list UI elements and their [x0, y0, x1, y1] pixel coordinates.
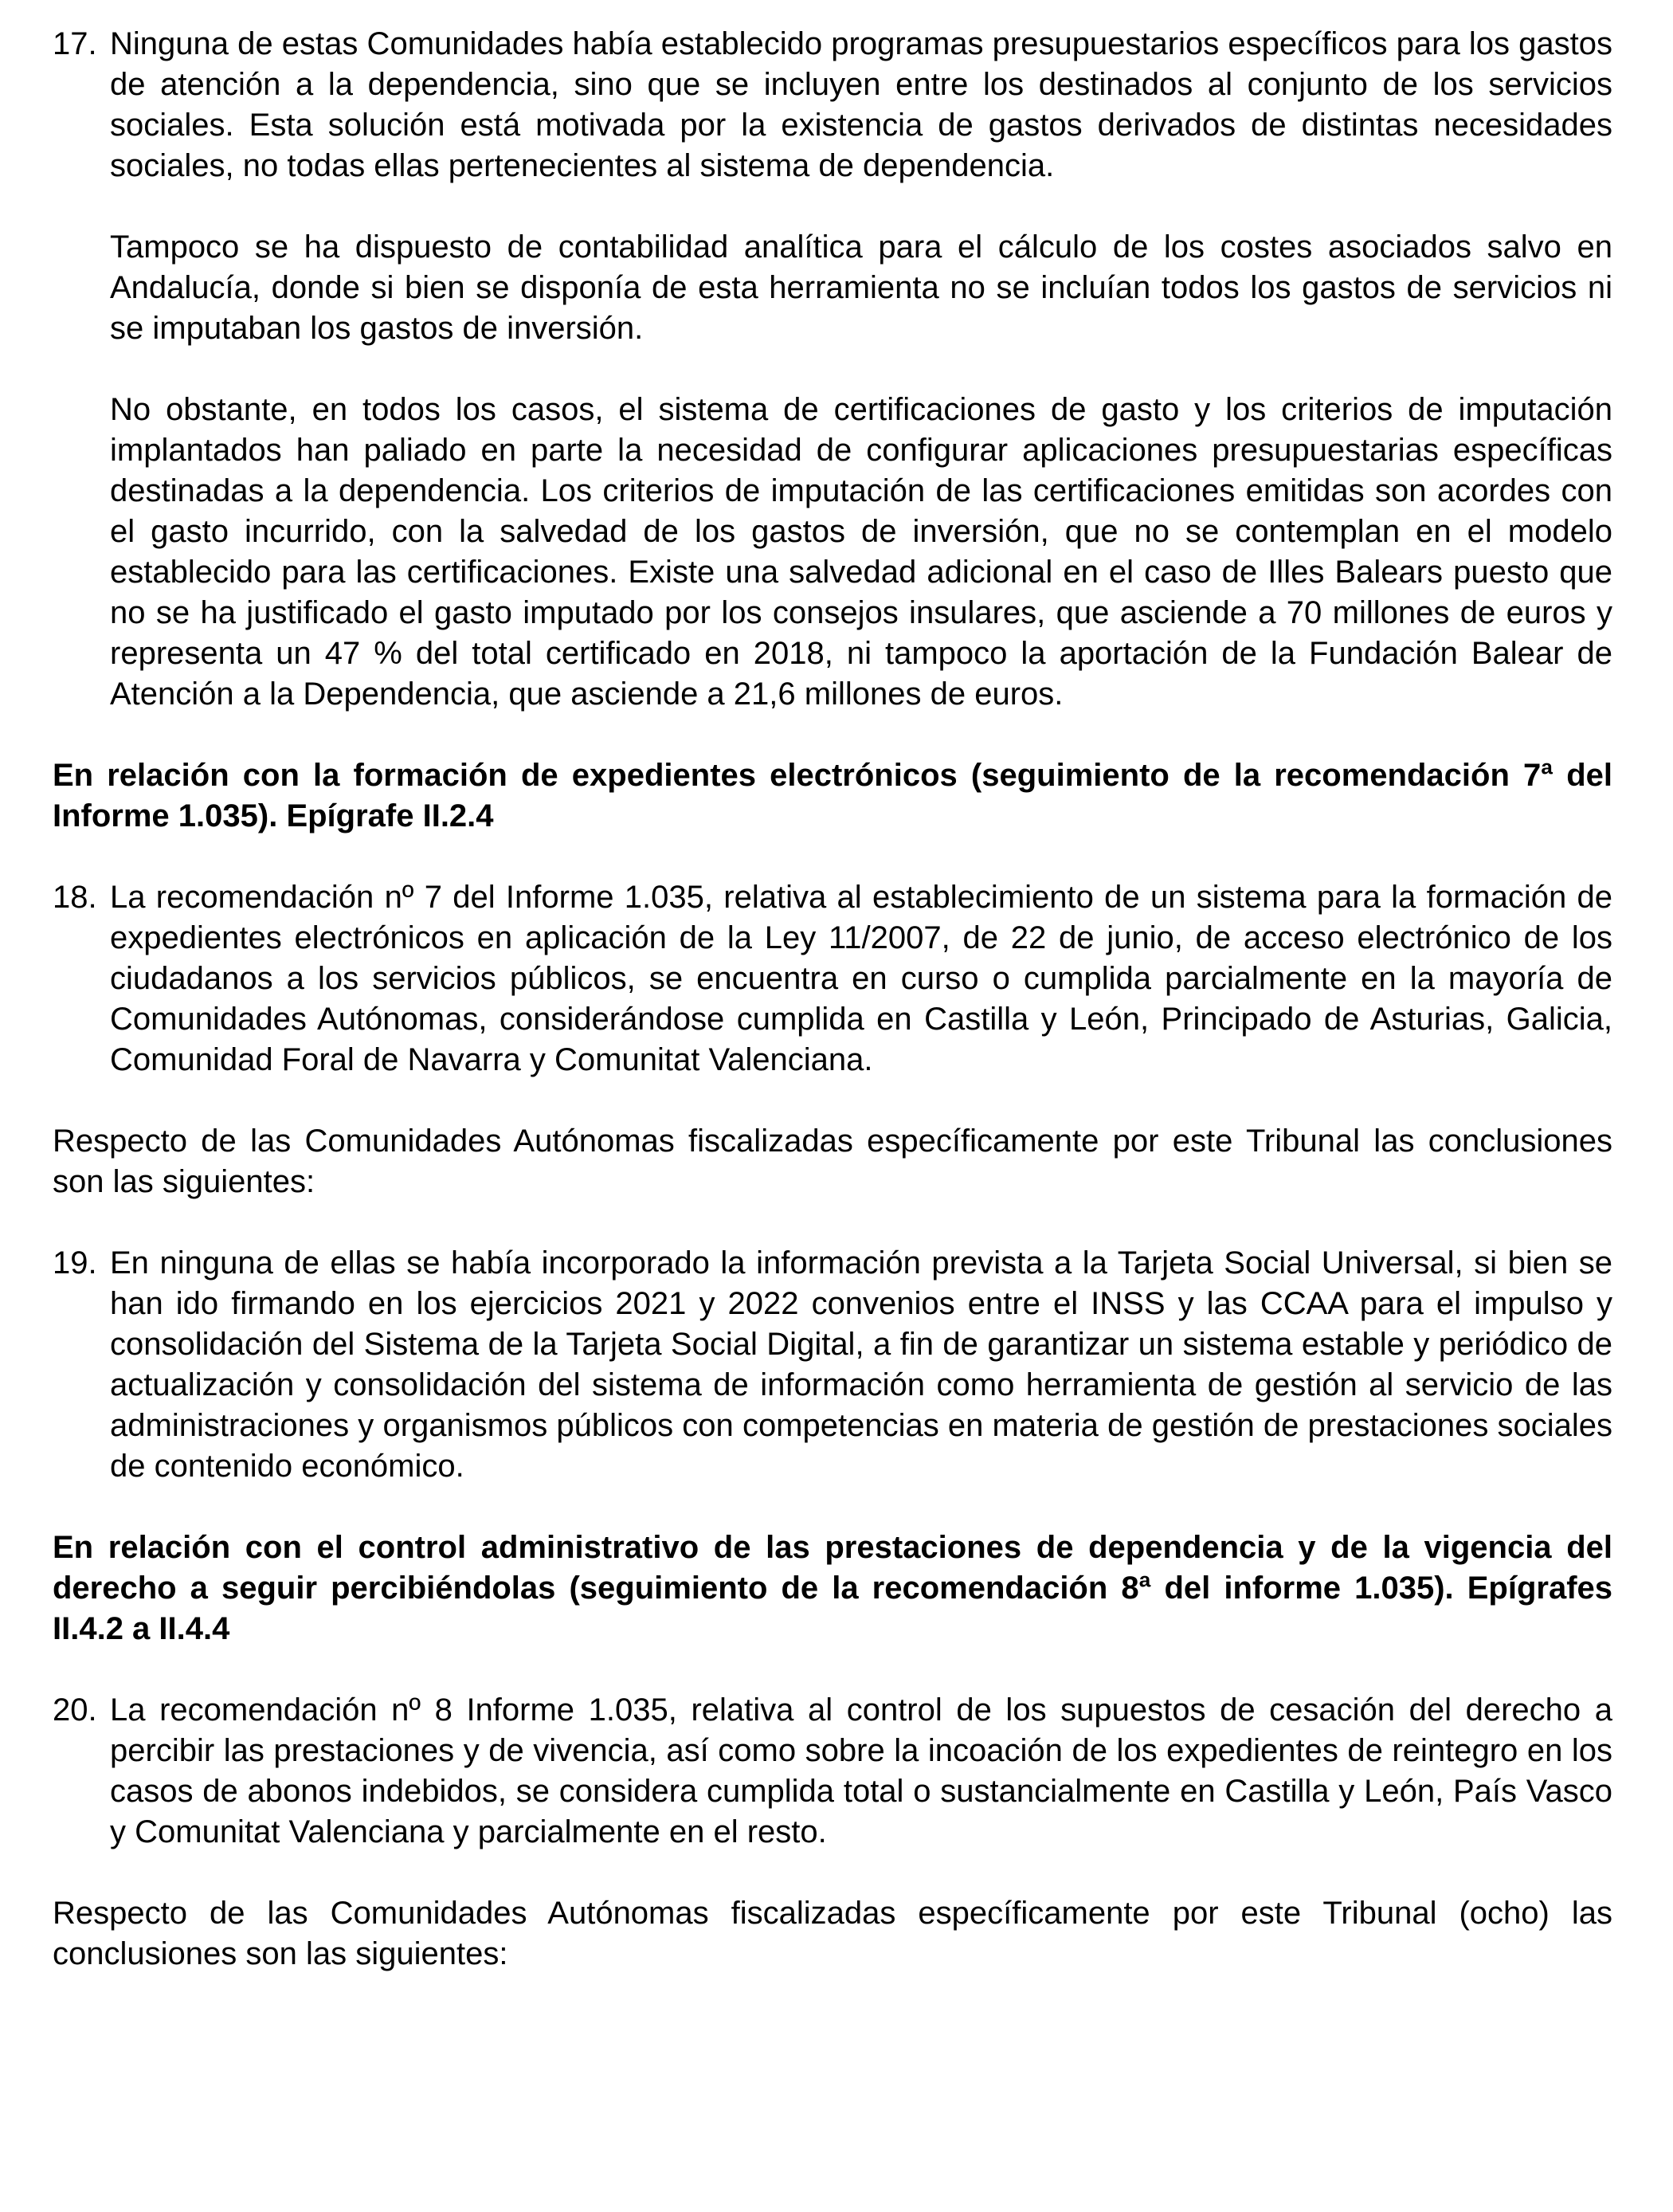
section-heading-control-prestaciones: En relación con el control administrativo de las prestaciones de dependencia y de la vigencia del derecho a seguir percibiéndolas (seguimiento de la recomendación 8ª del informe 1.035). Epígrafes II.4.2 a II.4.4	[53, 1530, 1612, 1646]
paragraph-body	[110, 877, 1612, 1081]
numbered-paragraph-17	[53, 24, 1612, 715]
paragraph-body	[110, 1243, 1612, 1487]
paragraph-text: La recomendación nº 7 del Informe 1.035, relativa al establecimiento de un sistema para la formación de expedientes electrónicos en aplicación de la Ley 11/2007, de 22 de junio, de acceso electrónico de los ciudadanos a los servicios públicos, se encuentra en curso o cumplida parcialmente en la mayoría de Comunidades Autónomas, considerándose cumplida en Castilla y León, Principado de Asturias, Galicia, Comunidad Foral de Navarra y Comunitat Valenciana.	[110, 880, 1612, 1077]
section-heading-expedientes-electronicos: En relación con la formación de expedientes electrónicos (seguimiento de la recomendación 7ª del Informe 1.035). Epígrafe II.2.4	[53, 758, 1612, 833]
paragraph-number: 17.	[53, 26, 97, 61]
numbered-paragraph-19	[53, 1243, 1612, 1487]
numbered-paragraph-18	[53, 877, 1612, 1081]
numbered-paragraph-20	[53, 1690, 1612, 1853]
paragraph-number: 20.	[53, 1692, 97, 1728]
paragraph-text: No obstante, en todos los casos, el sistema de certificaciones de gasto y los criterios de imputación implantados han paliado en parte la necesidad de configurar aplicaciones presupuestarias específicas destinadas a la dependencia. Los criterios de imputación de las certificaciones emitidas son acordes con el gasto incurrido, con la salvedad de los gastos de inversión, que no se contemplan en el modelo establecido para las certificaciones. Existe una salvedad adicional en el caso de Illes Balears puesto que no se ha justificado el gasto imputado por los consejos insulares, que asciende a 70 millones de euros y representa un 47 % del total certificado en 2018, ni tampoco la aportación de la Fundación Balear de Atención a la Dependencia, que asciende a 21,6 millones de euros.	[110, 392, 1612, 712]
paragraph-number: 18.	[53, 880, 97, 915]
paragraph-text: Tampoco se ha dispuesto de contabilidad analítica para el cálculo de los costes asociados salvo en Andalucía, donde si bien se disponía de esta herramienta no se incluían todos los gastos de servicios ni se imputaban los gastos de inversión.	[110, 229, 1612, 346]
document-page	[53, 24, 1612, 1975]
intro-paragraph: Respecto de las Comunidades Autónomas fiscalizadas específicamente por este Tribunal (ocho) las conclusiones son las siguientes:	[53, 1896, 1612, 1971]
paragraph-text: La recomendación nº 8 Informe 1.035, relativa al control de los supuestos de cesación del derecho a percibir las prestaciones y de vivencia, así como sobre la incoación de los expedientes de reintegro en los casos de abonos indebidos, se considera cumplida total o sustancialmente en Castilla y León, País Vasco y Comunitat Valenciana y parcialmente en el resto.	[110, 1692, 1612, 1849]
paragraph-body	[110, 24, 1612, 715]
paragraph-text: En ninguna de ellas se había incorporado la información prevista a la Tarjeta Social Universal, si bien se han ido firmando en los ejercicios 2021 y 2022 convenios entre el INSS y las CCAA para el impulso y consolidación del Sistema de la Tarjeta Social Digital, a fin de garantizar un sistema estable y periódico de actualización y consolidación del sistema de información como herramienta de gestión al servicio de las administraciones y organismos públicos con competencias en materia de gestión de prestaciones sociales de contenido económico.	[110, 1245, 1612, 1484]
intro-paragraph: Respecto de las Comunidades Autónomas fiscalizadas específicamente por este Tribunal las conclusiones son las siguientes:	[53, 1124, 1612, 1199]
paragraph-number: 19.	[53, 1245, 97, 1281]
paragraph-body	[110, 1690, 1612, 1853]
paragraph-text: Ninguna de estas Comunidades había establecido programas presupuestarios específicos para los gastos de atención a la dependencia, sino que se incluyen entre los destinados al conjunto de los servicios sociales. Esta solución está motivada por la existencia de gastos derivados de distintas necesidades sociales, no todas ellas pertenecientes al sistema de dependencia.	[110, 26, 1612, 183]
